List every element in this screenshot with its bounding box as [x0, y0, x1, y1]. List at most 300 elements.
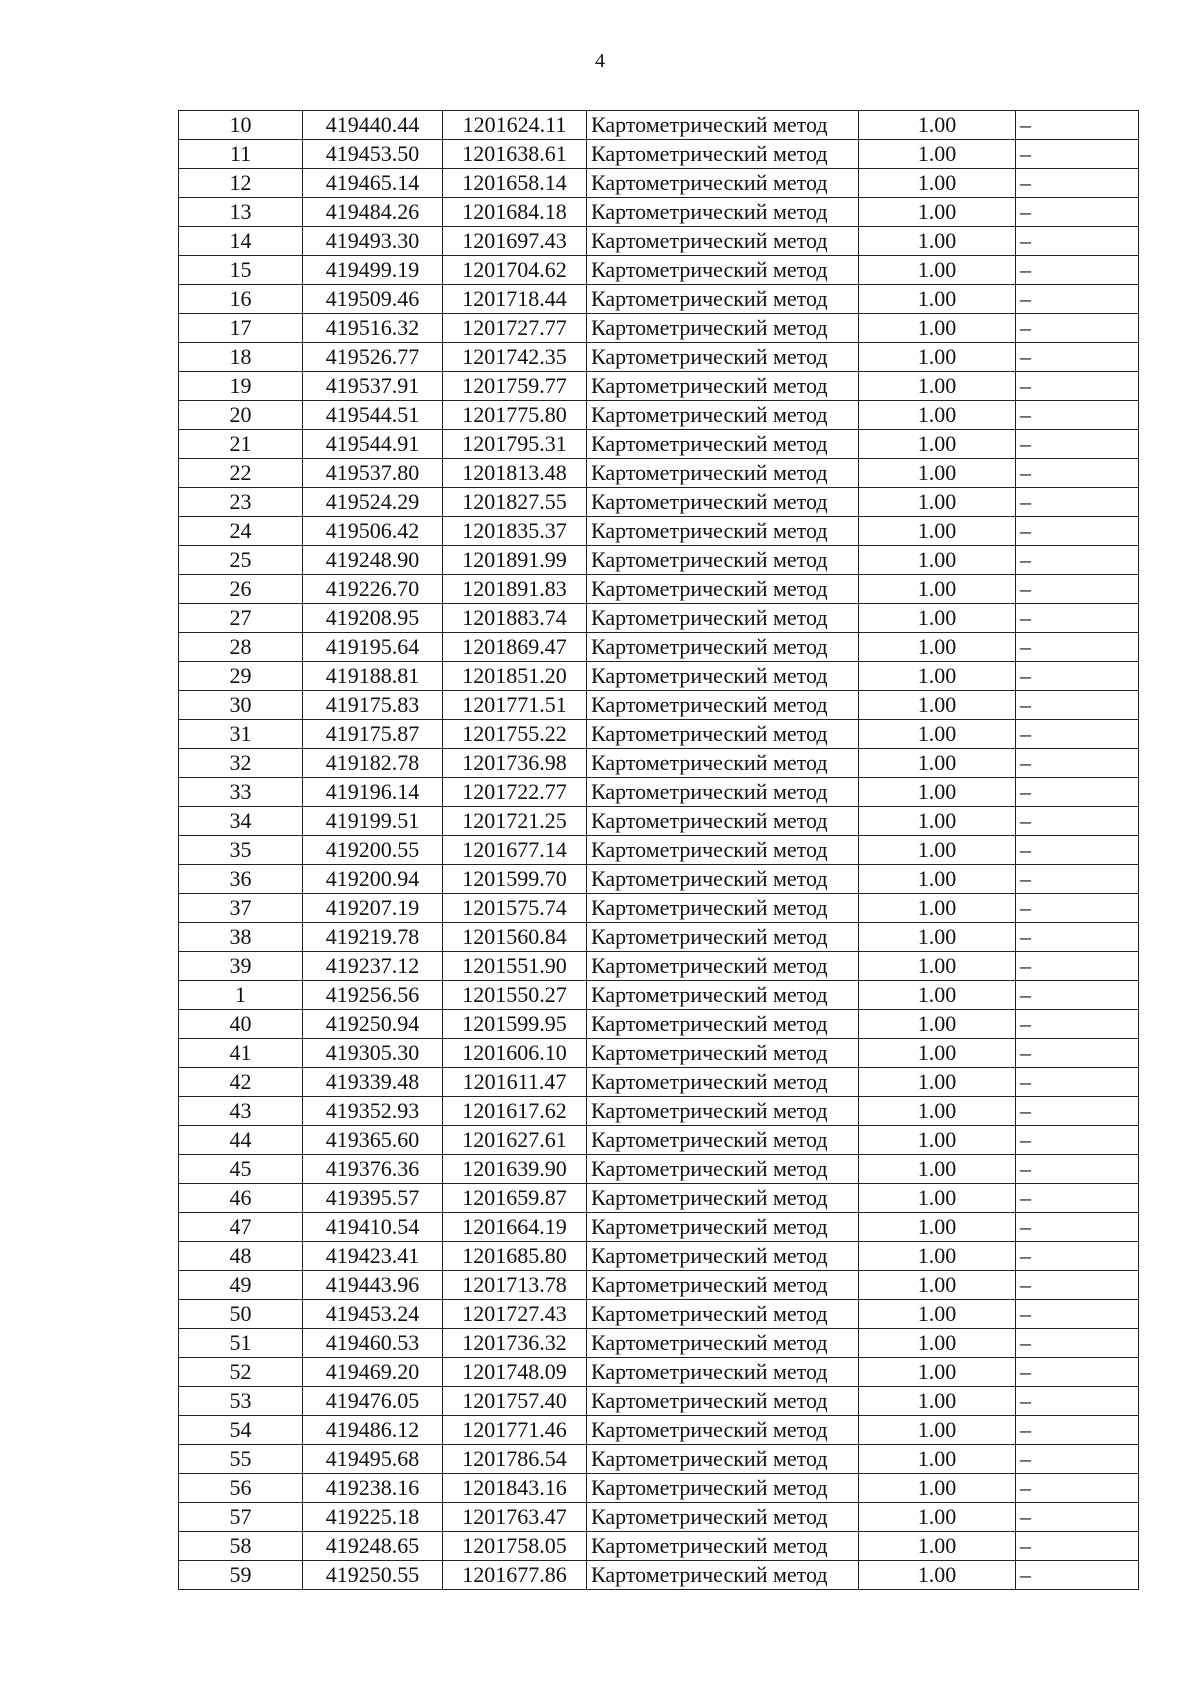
description-cell: –	[1016, 1503, 1139, 1532]
point-number-cell: 15	[179, 256, 303, 285]
x-coordinate-cell: 419537.91	[303, 372, 443, 401]
point-number-cell: 18	[179, 343, 303, 372]
description-cell: –	[1016, 1097, 1139, 1126]
description-cell: –	[1016, 198, 1139, 227]
description-cell: –	[1016, 372, 1139, 401]
accuracy-cell: 1.00	[859, 720, 1016, 749]
method-cell: Картометрический метод	[587, 517, 859, 546]
x-coordinate-cell: 419175.87	[303, 720, 443, 749]
accuracy-cell: 1.00	[859, 604, 1016, 633]
y-coordinate-cell: 1201763.47	[443, 1503, 587, 1532]
x-coordinate-cell: 419410.54	[303, 1213, 443, 1242]
y-coordinate-cell: 1201718.44	[443, 285, 587, 314]
y-coordinate-cell: 1201748.09	[443, 1358, 587, 1387]
point-number-cell: 42	[179, 1068, 303, 1097]
table-row	[179, 720, 1139, 749]
point-number-cell: 38	[179, 923, 303, 952]
accuracy-cell: 1.00	[859, 430, 1016, 459]
point-number-cell: 59	[179, 1561, 303, 1590]
y-coordinate-cell: 1201891.99	[443, 546, 587, 575]
description-cell: –	[1016, 1068, 1139, 1097]
table-row	[179, 1039, 1139, 1068]
method-cell: Картометрический метод	[587, 952, 859, 981]
x-coordinate-cell: 419460.53	[303, 1329, 443, 1358]
accuracy-cell: 1.00	[859, 227, 1016, 256]
coordinates-table-body	[179, 111, 1139, 1590]
description-cell: –	[1016, 140, 1139, 169]
x-coordinate-cell: 419423.41	[303, 1242, 443, 1271]
y-coordinate-cell: 1201659.87	[443, 1184, 587, 1213]
accuracy-cell: 1.00	[859, 343, 1016, 372]
x-coordinate-cell: 419226.70	[303, 575, 443, 604]
description-cell: –	[1016, 1039, 1139, 1068]
point-number-cell: 40	[179, 1010, 303, 1039]
y-coordinate-cell: 1201627.61	[443, 1126, 587, 1155]
point-number-cell: 34	[179, 807, 303, 836]
accuracy-cell: 1.00	[859, 1068, 1016, 1097]
description-cell: –	[1016, 836, 1139, 865]
x-coordinate-cell: 419526.77	[303, 343, 443, 372]
x-coordinate-cell: 419219.78	[303, 923, 443, 952]
description-cell: –	[1016, 227, 1139, 256]
accuracy-cell: 1.00	[859, 981, 1016, 1010]
x-coordinate-cell: 419493.30	[303, 227, 443, 256]
accuracy-cell: 1.00	[859, 1503, 1016, 1532]
method-cell: Картометрический метод	[587, 1300, 859, 1329]
x-coordinate-cell: 419506.42	[303, 517, 443, 546]
y-coordinate-cell: 1201617.62	[443, 1097, 587, 1126]
x-coordinate-cell: 419195.64	[303, 633, 443, 662]
description-cell: –	[1016, 1532, 1139, 1561]
description-cell: –	[1016, 952, 1139, 981]
accuracy-cell: 1.00	[859, 198, 1016, 227]
table-row	[179, 111, 1139, 140]
method-cell: Картометрический метод	[587, 343, 859, 372]
y-coordinate-cell: 1201736.32	[443, 1329, 587, 1358]
y-coordinate-cell: 1201664.19	[443, 1213, 587, 1242]
y-coordinate-cell: 1201835.37	[443, 517, 587, 546]
table-row	[179, 227, 1139, 256]
x-coordinate-cell: 419516.32	[303, 314, 443, 343]
accuracy-cell: 1.00	[859, 256, 1016, 285]
accuracy-cell: 1.00	[859, 401, 1016, 430]
point-number-cell: 19	[179, 372, 303, 401]
y-coordinate-cell: 1201551.90	[443, 952, 587, 981]
x-coordinate-cell: 419188.81	[303, 662, 443, 691]
table-row	[179, 198, 1139, 227]
x-coordinate-cell: 419248.90	[303, 546, 443, 575]
y-coordinate-cell: 1201883.74	[443, 604, 587, 633]
table-row	[179, 1155, 1139, 1184]
y-coordinate-cell: 1201742.35	[443, 343, 587, 372]
method-cell: Картометрический метод	[587, 227, 859, 256]
table-row	[179, 1184, 1139, 1213]
description-cell: –	[1016, 894, 1139, 923]
y-coordinate-cell: 1201658.14	[443, 169, 587, 198]
accuracy-cell: 1.00	[859, 1561, 1016, 1590]
description-cell: –	[1016, 662, 1139, 691]
method-cell: Картометрический метод	[587, 111, 859, 140]
x-coordinate-cell: 419395.57	[303, 1184, 443, 1213]
method-cell: Картометрический метод	[587, 459, 859, 488]
method-cell: Картометрический метод	[587, 691, 859, 720]
accuracy-cell: 1.00	[859, 314, 1016, 343]
point-number-cell: 10	[179, 111, 303, 140]
x-coordinate-cell: 419499.19	[303, 256, 443, 285]
accuracy-cell: 1.00	[859, 807, 1016, 836]
accuracy-cell: 1.00	[859, 1039, 1016, 1068]
description-cell: –	[1016, 459, 1139, 488]
accuracy-cell: 1.00	[859, 662, 1016, 691]
method-cell: Картометрический метод	[587, 604, 859, 633]
x-coordinate-cell: 419200.55	[303, 836, 443, 865]
y-coordinate-cell: 1201721.25	[443, 807, 587, 836]
accuracy-cell: 1.00	[859, 1010, 1016, 1039]
description-cell: –	[1016, 865, 1139, 894]
table-row	[179, 575, 1139, 604]
method-cell: Картометрический метод	[587, 865, 859, 894]
point-number-cell: 27	[179, 604, 303, 633]
y-coordinate-cell: 1201638.61	[443, 140, 587, 169]
x-coordinate-cell: 419544.91	[303, 430, 443, 459]
coordinates-table	[178, 110, 1139, 1590]
x-coordinate-cell: 419537.80	[303, 459, 443, 488]
method-cell: Картометрический метод	[587, 1097, 859, 1126]
description-cell: –	[1016, 1300, 1139, 1329]
description-cell: –	[1016, 1213, 1139, 1242]
point-number-cell: 11	[179, 140, 303, 169]
description-cell: –	[1016, 314, 1139, 343]
description-cell: –	[1016, 1010, 1139, 1039]
point-number-cell: 37	[179, 894, 303, 923]
method-cell: Картометрический метод	[587, 1126, 859, 1155]
description-cell: –	[1016, 1155, 1139, 1184]
y-coordinate-cell: 1201677.14	[443, 836, 587, 865]
y-coordinate-cell: 1201851.20	[443, 662, 587, 691]
y-coordinate-cell: 1201827.55	[443, 488, 587, 517]
point-number-cell: 39	[179, 952, 303, 981]
y-coordinate-cell: 1201771.51	[443, 691, 587, 720]
table-row	[179, 1416, 1139, 1445]
method-cell: Картометрический метод	[587, 1213, 859, 1242]
accuracy-cell: 1.00	[859, 894, 1016, 923]
method-cell: Картометрический метод	[587, 633, 859, 662]
description-cell: –	[1016, 633, 1139, 662]
accuracy-cell: 1.00	[859, 633, 1016, 662]
description-cell: –	[1016, 430, 1139, 459]
description-cell: –	[1016, 488, 1139, 517]
point-number-cell: 52	[179, 1358, 303, 1387]
table-row	[179, 1010, 1139, 1039]
y-coordinate-cell: 1201599.70	[443, 865, 587, 894]
accuracy-cell: 1.00	[859, 836, 1016, 865]
point-number-cell: 45	[179, 1155, 303, 1184]
accuracy-cell: 1.00	[859, 1329, 1016, 1358]
accuracy-cell: 1.00	[859, 1155, 1016, 1184]
method-cell: Картометрический метод	[587, 1068, 859, 1097]
y-coordinate-cell: 1201795.31	[443, 430, 587, 459]
y-coordinate-cell: 1201575.74	[443, 894, 587, 923]
x-coordinate-cell: 419339.48	[303, 1068, 443, 1097]
point-number-cell: 54	[179, 1416, 303, 1445]
x-coordinate-cell: 419182.78	[303, 749, 443, 778]
table-row	[179, 981, 1139, 1010]
method-cell: Картометрический метод	[587, 1532, 859, 1561]
point-number-cell: 46	[179, 1184, 303, 1213]
method-cell: Картометрический метод	[587, 1010, 859, 1039]
point-number-cell: 17	[179, 314, 303, 343]
table-row	[179, 1300, 1139, 1329]
x-coordinate-cell: 419440.44	[303, 111, 443, 140]
y-coordinate-cell: 1201813.48	[443, 459, 587, 488]
method-cell: Картометрический метод	[587, 1039, 859, 1068]
table-row	[179, 343, 1139, 372]
point-number-cell: 48	[179, 1242, 303, 1271]
table-row	[179, 546, 1139, 575]
description-cell: –	[1016, 1126, 1139, 1155]
table-row	[179, 662, 1139, 691]
table-row	[179, 1271, 1139, 1300]
accuracy-cell: 1.00	[859, 1126, 1016, 1155]
table-row	[179, 1532, 1139, 1561]
x-coordinate-cell: 419237.12	[303, 952, 443, 981]
table-row	[179, 401, 1139, 430]
method-cell: Картометрический метод	[587, 1184, 859, 1213]
y-coordinate-cell: 1201843.16	[443, 1474, 587, 1503]
accuracy-cell: 1.00	[859, 691, 1016, 720]
x-coordinate-cell: 419453.24	[303, 1300, 443, 1329]
x-coordinate-cell: 419484.26	[303, 198, 443, 227]
point-number-cell: 49	[179, 1271, 303, 1300]
y-coordinate-cell: 1201722.77	[443, 778, 587, 807]
accuracy-cell: 1.00	[859, 1532, 1016, 1561]
method-cell: Картометрический метод	[587, 372, 859, 401]
method-cell: Картометрический метод	[587, 256, 859, 285]
table-row	[179, 836, 1139, 865]
method-cell: Картометрический метод	[587, 1358, 859, 1387]
x-coordinate-cell: 419208.95	[303, 604, 443, 633]
table-row	[179, 749, 1139, 778]
y-coordinate-cell: 1201639.90	[443, 1155, 587, 1184]
point-number-cell: 22	[179, 459, 303, 488]
x-coordinate-cell: 419465.14	[303, 169, 443, 198]
table-row	[179, 894, 1139, 923]
y-coordinate-cell: 1201736.98	[443, 749, 587, 778]
method-cell: Картометрический метод	[587, 401, 859, 430]
point-number-cell: 25	[179, 546, 303, 575]
y-coordinate-cell: 1201624.11	[443, 111, 587, 140]
method-cell: Картометрический метод	[587, 1329, 859, 1358]
method-cell: Картометрический метод	[587, 1445, 859, 1474]
x-coordinate-cell: 419469.20	[303, 1358, 443, 1387]
y-coordinate-cell: 1201684.18	[443, 198, 587, 227]
point-number-cell: 51	[179, 1329, 303, 1358]
method-cell: Картометрический метод	[587, 1416, 859, 1445]
description-cell: –	[1016, 691, 1139, 720]
point-number-cell: 1	[179, 981, 303, 1010]
method-cell: Картометрический метод	[587, 894, 859, 923]
y-coordinate-cell: 1201757.40	[443, 1387, 587, 1416]
description-cell: –	[1016, 778, 1139, 807]
point-number-cell: 47	[179, 1213, 303, 1242]
x-coordinate-cell: 419365.60	[303, 1126, 443, 1155]
y-coordinate-cell: 1201775.80	[443, 401, 587, 430]
y-coordinate-cell: 1201755.22	[443, 720, 587, 749]
method-cell: Картометрический метод	[587, 1561, 859, 1590]
x-coordinate-cell: 419524.29	[303, 488, 443, 517]
method-cell: Картометрический метод	[587, 140, 859, 169]
point-number-cell: 58	[179, 1532, 303, 1561]
page-number: 4	[595, 50, 605, 72]
accuracy-cell: 1.00	[859, 1300, 1016, 1329]
point-number-cell: 16	[179, 285, 303, 314]
method-cell: Картометрический метод	[587, 662, 859, 691]
y-coordinate-cell: 1201713.78	[443, 1271, 587, 1300]
accuracy-cell: 1.00	[859, 488, 1016, 517]
y-coordinate-cell: 1201759.77	[443, 372, 587, 401]
table-row	[179, 459, 1139, 488]
point-number-cell: 32	[179, 749, 303, 778]
table-row	[179, 1561, 1139, 1590]
table-row	[179, 1329, 1139, 1358]
table-row	[179, 778, 1139, 807]
description-cell: –	[1016, 720, 1139, 749]
table-row	[179, 923, 1139, 952]
table-row	[179, 517, 1139, 546]
accuracy-cell: 1.00	[859, 1184, 1016, 1213]
description-cell: –	[1016, 1184, 1139, 1213]
x-coordinate-cell: 419443.96	[303, 1271, 443, 1300]
point-number-cell: 28	[179, 633, 303, 662]
x-coordinate-cell: 419196.14	[303, 778, 443, 807]
x-coordinate-cell: 419175.83	[303, 691, 443, 720]
point-number-cell: 13	[179, 198, 303, 227]
method-cell: Картометрический метод	[587, 720, 859, 749]
y-coordinate-cell: 1201697.43	[443, 227, 587, 256]
method-cell: Картометрический метод	[587, 314, 859, 343]
table-row	[179, 1068, 1139, 1097]
point-number-cell: 43	[179, 1097, 303, 1126]
x-coordinate-cell: 419352.93	[303, 1097, 443, 1126]
y-coordinate-cell: 1201677.86	[443, 1561, 587, 1590]
table-row	[179, 430, 1139, 459]
accuracy-cell: 1.00	[859, 1445, 1016, 1474]
x-coordinate-cell: 419486.12	[303, 1416, 443, 1445]
x-coordinate-cell: 419225.18	[303, 1503, 443, 1532]
point-number-cell: 12	[179, 169, 303, 198]
accuracy-cell: 1.00	[859, 459, 1016, 488]
point-number-cell: 26	[179, 575, 303, 604]
accuracy-cell: 1.00	[859, 1387, 1016, 1416]
accuracy-cell: 1.00	[859, 285, 1016, 314]
point-number-cell: 57	[179, 1503, 303, 1532]
description-cell: –	[1016, 1242, 1139, 1271]
accuracy-cell: 1.00	[859, 372, 1016, 401]
y-coordinate-cell: 1201771.46	[443, 1416, 587, 1445]
y-coordinate-cell: 1201758.05	[443, 1532, 587, 1561]
table-row	[179, 1242, 1139, 1271]
accuracy-cell: 1.00	[859, 952, 1016, 981]
method-cell: Картометрический метод	[587, 807, 859, 836]
description-cell: –	[1016, 1358, 1139, 1387]
accuracy-cell: 1.00	[859, 923, 1016, 952]
method-cell: Картометрический метод	[587, 1474, 859, 1503]
point-number-cell: 53	[179, 1387, 303, 1416]
accuracy-cell: 1.00	[859, 1474, 1016, 1503]
x-coordinate-cell: 419248.65	[303, 1532, 443, 1561]
table-row	[179, 1126, 1139, 1155]
method-cell: Картометрический метод	[587, 778, 859, 807]
table-row	[179, 372, 1139, 401]
table-row	[179, 1213, 1139, 1242]
x-coordinate-cell: 419495.68	[303, 1445, 443, 1474]
point-number-cell: 33	[179, 778, 303, 807]
x-coordinate-cell: 419200.94	[303, 865, 443, 894]
point-number-cell: 55	[179, 1445, 303, 1474]
method-cell: Картометрический метод	[587, 1242, 859, 1271]
method-cell: Картометрический метод	[587, 488, 859, 517]
method-cell: Картометрический метод	[587, 198, 859, 227]
description-cell: –	[1016, 401, 1139, 430]
point-number-cell: 44	[179, 1126, 303, 1155]
x-coordinate-cell: 419476.05	[303, 1387, 443, 1416]
table-row	[179, 1387, 1139, 1416]
description-cell: –	[1016, 923, 1139, 952]
description-cell: –	[1016, 169, 1139, 198]
accuracy-cell: 1.00	[859, 1242, 1016, 1271]
table-row	[179, 256, 1139, 285]
method-cell: Картометрический метод	[587, 546, 859, 575]
table-row	[179, 1445, 1139, 1474]
description-cell: –	[1016, 1416, 1139, 1445]
method-cell: Картометрический метод	[587, 430, 859, 459]
method-cell: Картометрический метод	[587, 169, 859, 198]
accuracy-cell: 1.00	[859, 1213, 1016, 1242]
table-row	[179, 633, 1139, 662]
description-cell: –	[1016, 1271, 1139, 1300]
table-row	[179, 1358, 1139, 1387]
description-cell: –	[1016, 517, 1139, 546]
description-cell: –	[1016, 1474, 1139, 1503]
x-coordinate-cell: 419250.55	[303, 1561, 443, 1590]
point-number-cell: 14	[179, 227, 303, 256]
accuracy-cell: 1.00	[859, 778, 1016, 807]
description-cell: –	[1016, 285, 1139, 314]
accuracy-cell: 1.00	[859, 517, 1016, 546]
method-cell: Картометрический метод	[587, 923, 859, 952]
description-cell: –	[1016, 1561, 1139, 1590]
method-cell: Картометрический метод	[587, 836, 859, 865]
description-cell: –	[1016, 749, 1139, 778]
accuracy-cell: 1.00	[859, 1358, 1016, 1387]
x-coordinate-cell: 419376.36	[303, 1155, 443, 1184]
x-coordinate-cell: 419305.30	[303, 1039, 443, 1068]
accuracy-cell: 1.00	[859, 1097, 1016, 1126]
point-number-cell: 20	[179, 401, 303, 430]
accuracy-cell: 1.00	[859, 575, 1016, 604]
description-cell: –	[1016, 1387, 1139, 1416]
method-cell: Картометрический метод	[587, 1503, 859, 1532]
description-cell: –	[1016, 256, 1139, 285]
description-cell: –	[1016, 807, 1139, 836]
table-row	[179, 1474, 1139, 1503]
point-number-cell: 35	[179, 836, 303, 865]
point-number-cell: 21	[179, 430, 303, 459]
description-cell: –	[1016, 546, 1139, 575]
x-coordinate-cell: 419199.51	[303, 807, 443, 836]
method-cell: Картометрический метод	[587, 981, 859, 1010]
table-row	[179, 691, 1139, 720]
